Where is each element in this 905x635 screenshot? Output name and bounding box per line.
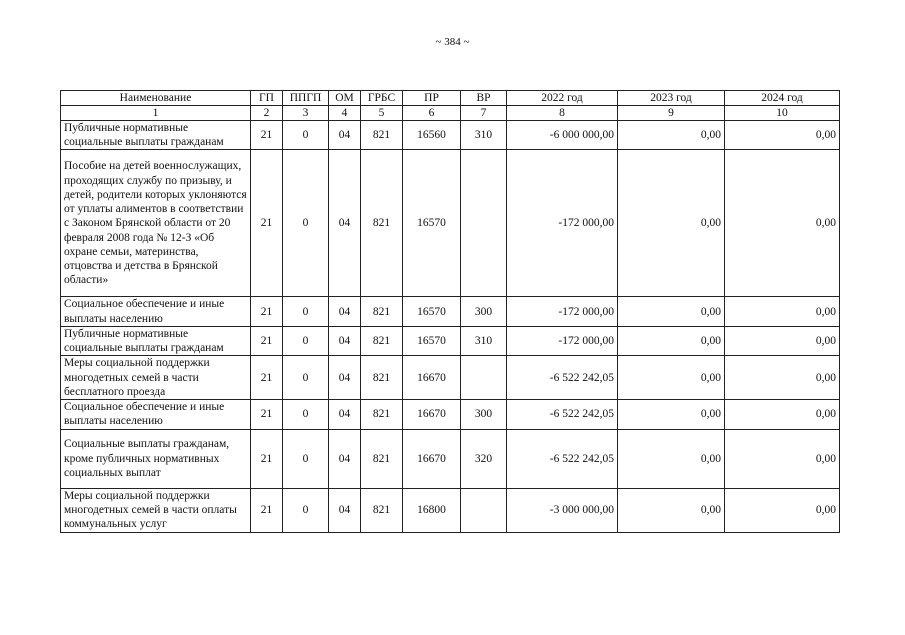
cell-gp: 21 [251, 488, 283, 532]
column-number: 2 [251, 106, 283, 121]
table-row [61, 400, 840, 429]
cell-2022: -6 522 242,05 [507, 400, 618, 429]
cell-gp: 21 [251, 429, 283, 488]
column-number: 3 [283, 106, 329, 121]
cell-grbs: 821 [361, 297, 403, 326]
cell-2023: 0,00 [618, 488, 725, 532]
cell-gp: 21 [251, 326, 283, 355]
cell-gp: 21 [251, 400, 283, 429]
cell-ppgp: 0 [283, 488, 329, 532]
cell-grbs: 821 [361, 326, 403, 355]
header-cell-om: ОМ [329, 91, 361, 106]
cell-pr: 16800 [403, 488, 461, 532]
column-number: 7 [461, 106, 507, 121]
cell-om: 04 [329, 400, 361, 429]
column-number: 5 [361, 106, 403, 121]
cell-gp: 21 [251, 297, 283, 326]
budget-table [60, 90, 840, 533]
cell-vr [461, 150, 507, 297]
header-cell-2022: 2022 год [507, 91, 618, 106]
cell-name: Социальные выплаты гражданам, кроме публичных нормативных социальных выплат [61, 429, 251, 488]
column-number: 10 [725, 106, 840, 121]
cell-om: 04 [329, 488, 361, 532]
header-cell-grbs: ГРБС [361, 91, 403, 106]
cell-2024: 0,00 [725, 121, 840, 150]
column-number-row [61, 106, 840, 121]
cell-pr: 16670 [403, 356, 461, 400]
cell-vr: 320 [461, 429, 507, 488]
table-row [61, 356, 840, 400]
cell-name: Меры социальной поддержки многодетных семей в части бесплатного проезда [61, 356, 251, 400]
cell-ppgp: 0 [283, 150, 329, 297]
cell-ppgp: 0 [283, 356, 329, 400]
cell-2024: 0,00 [725, 326, 840, 355]
cell-2022: -6 522 242,05 [507, 429, 618, 488]
cell-ppgp: 0 [283, 429, 329, 488]
table-body [61, 121, 840, 533]
cell-2022: -6 000 000,00 [507, 121, 618, 150]
cell-vr [461, 488, 507, 532]
cell-2023: 0,00 [618, 150, 725, 297]
cell-pr: 16570 [403, 150, 461, 297]
cell-vr: 310 [461, 326, 507, 355]
cell-2022: -6 522 242,05 [507, 356, 618, 400]
cell-2022: -172 000,00 [507, 297, 618, 326]
cell-om: 04 [329, 356, 361, 400]
cell-grbs: 821 [361, 400, 403, 429]
column-number: 4 [329, 106, 361, 121]
cell-2024: 0,00 [725, 400, 840, 429]
cell-ppgp: 0 [283, 400, 329, 429]
cell-2024: 0,00 [725, 488, 840, 532]
header-cell-name: Наименование [61, 91, 251, 106]
column-number: 9 [618, 106, 725, 121]
column-number: 1 [61, 106, 251, 121]
cell-ppgp: 0 [283, 297, 329, 326]
cell-grbs: 821 [361, 150, 403, 297]
cell-om: 04 [329, 150, 361, 297]
cell-pr: 16570 [403, 326, 461, 355]
cell-2022: -172 000,00 [507, 150, 618, 297]
cell-2023: 0,00 [618, 429, 725, 488]
cell-vr: 310 [461, 121, 507, 150]
cell-ppgp: 0 [283, 326, 329, 355]
cell-2022: -3 000 000,00 [507, 488, 618, 532]
cell-gp: 21 [251, 121, 283, 150]
cell-name: Меры социальной поддержки многодетных семей в части оплаты коммунальных услуг [61, 488, 251, 532]
cell-grbs: 821 [361, 121, 403, 150]
cell-vr: 300 [461, 297, 507, 326]
cell-2023: 0,00 [618, 400, 725, 429]
cell-ppgp: 0 [283, 121, 329, 150]
cell-gp: 21 [251, 150, 283, 297]
cell-gp: 21 [251, 356, 283, 400]
header-cell-gp: ГП [251, 91, 283, 106]
cell-grbs: 821 [361, 356, 403, 400]
table-row [61, 150, 840, 297]
header-row [61, 91, 840, 106]
header-cell-pr: ПР [403, 91, 461, 106]
cell-pr: 16560 [403, 121, 461, 150]
cell-2023: 0,00 [618, 297, 725, 326]
header-cell-vr: ВР [461, 91, 507, 106]
cell-name: Социальное обеспечение и иные выплаты населению [61, 400, 251, 429]
cell-om: 04 [329, 121, 361, 150]
cell-om: 04 [329, 429, 361, 488]
column-number: 8 [507, 106, 618, 121]
cell-2023: 0,00 [618, 121, 725, 150]
cell-2024: 0,00 [725, 429, 840, 488]
table-row [61, 326, 840, 355]
cell-name: Пособие на детей военнослужащих, проходящих службу по призыву, и детей, родители которых уклоняются от уплаты алиментов в соответствии с Законом Брянской области от 20 февраля 2008 года № 12-З «Об охране семьи, материнства, отцовства и детства в Брянской области» [61, 150, 251, 297]
cell-2024: 0,00 [725, 297, 840, 326]
cell-2023: 0,00 [618, 326, 725, 355]
cell-pr: 16670 [403, 400, 461, 429]
cell-vr: 300 [461, 400, 507, 429]
column-number: 6 [403, 106, 461, 121]
table-row [61, 488, 840, 532]
cell-2024: 0,00 [725, 356, 840, 400]
header-cell-2023: 2023 год [618, 91, 725, 106]
header-cell-ppgp: ППГП [283, 91, 329, 106]
header-cell-2024: 2024 год [725, 91, 840, 106]
cell-pr: 16570 [403, 297, 461, 326]
cell-2023: 0,00 [618, 356, 725, 400]
table-row [61, 297, 840, 326]
cell-grbs: 821 [361, 488, 403, 532]
cell-2024: 0,00 [725, 150, 840, 297]
cell-vr [461, 356, 507, 400]
cell-name: Публичные нормативные социальные выплаты гражданам [61, 121, 251, 150]
cell-om: 04 [329, 297, 361, 326]
page-number: ~ 384 ~ [435, 36, 470, 48]
table-row [61, 121, 840, 150]
cell-name: Социальное обеспечение и иные выплаты населению [61, 297, 251, 326]
table-row [61, 429, 840, 488]
cell-pr: 16670 [403, 429, 461, 488]
cell-2022: -172 000,00 [507, 326, 618, 355]
cell-grbs: 821 [361, 429, 403, 488]
cell-name: Публичные нормативные социальные выплаты гражданам [61, 326, 251, 355]
cell-om: 04 [329, 326, 361, 355]
